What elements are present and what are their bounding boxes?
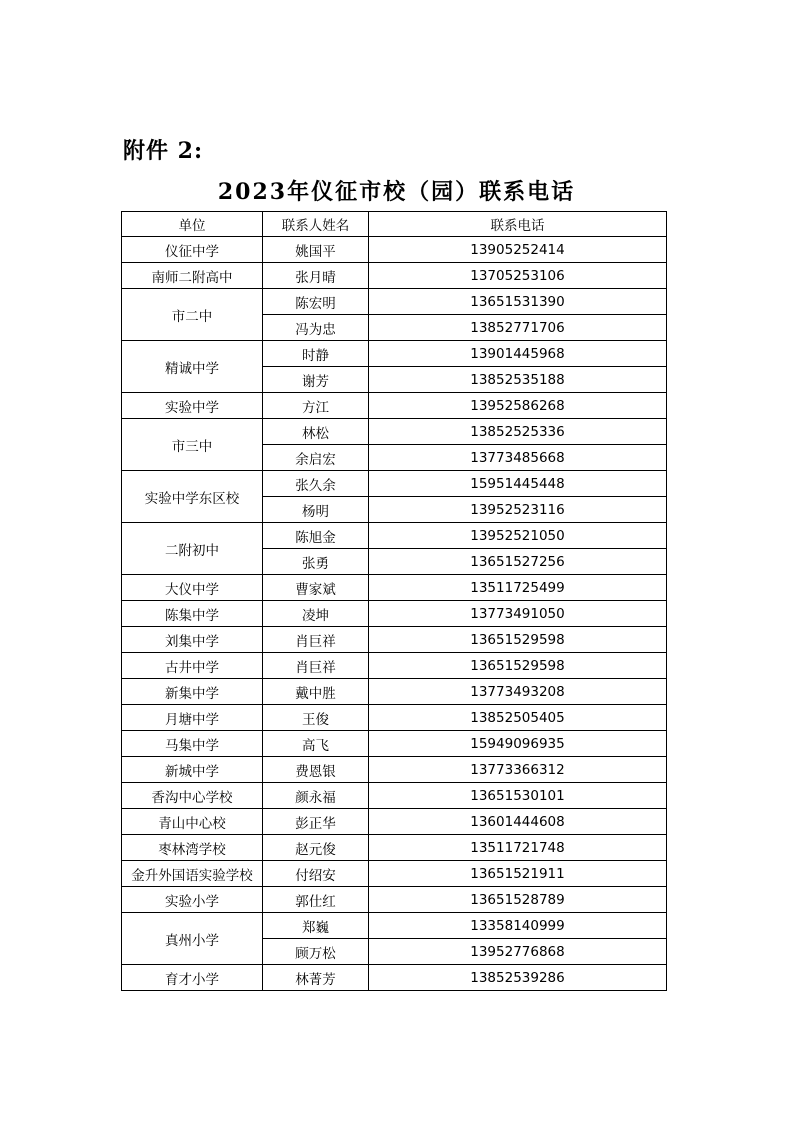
header-phone: 联系电话	[369, 212, 667, 237]
unit-cell: 古井中学	[122, 653, 263, 679]
phone-cell: 13773491050	[369, 601, 667, 627]
phone-cell: 13773366312	[369, 757, 667, 783]
phone-cell: 13901445968	[369, 341, 667, 367]
phone-cell: 13905252414	[369, 237, 667, 263]
unit-cell: 实验中学	[122, 393, 263, 419]
contact-name-cell: 肖巨祥	[263, 627, 369, 653]
contact-name-cell: 林松	[263, 419, 369, 445]
table-row	[122, 653, 667, 679]
contact-name-cell: 郭仕红	[263, 887, 369, 913]
contact-name-cell: 曹家斌	[263, 575, 369, 601]
contact-name-cell: 戴中胜	[263, 679, 369, 705]
unit-cell: 青山中心校	[122, 809, 263, 835]
unit-cell: 南师二附高中	[122, 263, 263, 289]
table-row	[122, 289, 667, 315]
phone-cell: 13705253106	[369, 263, 667, 289]
table-row	[122, 263, 667, 289]
phone-cell: 15951445448	[369, 471, 667, 497]
contact-name-cell: 张月晴	[263, 263, 369, 289]
table-row	[122, 341, 667, 367]
table-row	[122, 679, 667, 705]
table-row	[122, 627, 667, 653]
phone-cell: 13651527256	[369, 549, 667, 575]
contact-name-cell: 陈宏明	[263, 289, 369, 315]
phone-cell: 13852771706	[369, 315, 667, 341]
phone-cell: 13601444608	[369, 809, 667, 835]
contact-table	[121, 211, 667, 991]
table-row	[122, 471, 667, 497]
contact-name-cell: 付绍安	[263, 861, 369, 887]
phone-cell: 13952523116	[369, 497, 667, 523]
phone-cell: 13651529598	[369, 627, 667, 653]
contact-name-cell: 时静	[263, 341, 369, 367]
unit-cell: 育才小学	[122, 965, 263, 991]
contact-name-cell: 张久余	[263, 471, 369, 497]
contact-name-cell: 高飞	[263, 731, 369, 757]
contact-name-cell: 顾万松	[263, 939, 369, 965]
table-body	[122, 237, 667, 991]
contact-name-cell: 费恩银	[263, 757, 369, 783]
phone-cell: 13852539286	[369, 965, 667, 991]
unit-cell: 真州小学	[122, 913, 263, 965]
phone-cell: 13952586268	[369, 393, 667, 419]
table-row	[122, 757, 667, 783]
header-contact-name: 联系人姓名	[263, 212, 369, 237]
table-row	[122, 731, 667, 757]
phone-cell: 13651530101	[369, 783, 667, 809]
phone-cell: 13511721748	[369, 835, 667, 861]
table-row	[122, 835, 667, 861]
phone-cell: 13852535188	[369, 367, 667, 393]
phone-cell: 13651528789	[369, 887, 667, 913]
table-row	[122, 601, 667, 627]
contact-name-cell: 肖巨祥	[263, 653, 369, 679]
table-row	[122, 887, 667, 913]
contact-name-cell: 林菁芳	[263, 965, 369, 991]
unit-cell: 刘集中学	[122, 627, 263, 653]
unit-cell: 市三中	[122, 419, 263, 471]
phone-cell: 13511725499	[369, 575, 667, 601]
unit-cell: 大仪中学	[122, 575, 263, 601]
unit-cell: 实验小学	[122, 887, 263, 913]
contact-name-cell: 杨明	[263, 497, 369, 523]
unit-cell: 金升外国语实验学校	[122, 861, 263, 887]
phone-cell: 13852525336	[369, 419, 667, 445]
contact-name-cell: 余启宏	[263, 445, 369, 471]
unit-cell: 月塘中学	[122, 705, 263, 731]
phone-cell: 13773493208	[369, 679, 667, 705]
table-row	[122, 965, 667, 991]
table-row	[122, 913, 667, 939]
unit-cell: 枣林湾学校	[122, 835, 263, 861]
phone-cell: 13952521050	[369, 523, 667, 549]
contact-name-cell: 颜永福	[263, 783, 369, 809]
unit-cell: 香沟中心学校	[122, 783, 263, 809]
table-row	[122, 419, 667, 445]
table-row	[122, 861, 667, 887]
contact-name-cell: 凌坤	[263, 601, 369, 627]
table-header-row	[122, 212, 667, 237]
phone-cell: 13358140999	[369, 913, 667, 939]
contact-name-cell: 郑巍	[263, 913, 369, 939]
table-row	[122, 393, 667, 419]
phone-cell: 13651529598	[369, 653, 667, 679]
unit-cell: 新城中学	[122, 757, 263, 783]
contact-name-cell: 陈旭金	[263, 523, 369, 549]
unit-cell: 实验中学东区校	[122, 471, 263, 523]
contact-name-cell: 彭正华	[263, 809, 369, 835]
phone-cell: 13952776868	[369, 939, 667, 965]
phone-cell: 13651531390	[369, 289, 667, 315]
unit-cell: 新集中学	[122, 679, 263, 705]
header-unit: 单位	[122, 212, 263, 237]
phone-cell: 13773485668	[369, 445, 667, 471]
table-row	[122, 783, 667, 809]
contact-name-cell: 张勇	[263, 549, 369, 575]
contact-name-cell: 赵元俊	[263, 835, 369, 861]
phone-cell: 15949096935	[369, 731, 667, 757]
contact-name-cell: 方江	[263, 393, 369, 419]
table-row	[122, 705, 667, 731]
unit-cell: 精诚中学	[122, 341, 263, 393]
table-row	[122, 523, 667, 549]
phone-cell: 13852505405	[369, 705, 667, 731]
unit-cell: 马集中学	[122, 731, 263, 757]
page-title: 2023年仪征市校（园）联系电话	[217, 179, 576, 205]
table-row	[122, 809, 667, 835]
unit-cell: 仪征中学	[122, 237, 263, 263]
phone-cell: 13651521911	[369, 861, 667, 887]
contact-name-cell: 冯为忠	[263, 315, 369, 341]
table-row	[122, 237, 667, 263]
unit-cell: 陈集中学	[122, 601, 263, 627]
annex-label: 附件 2:	[123, 138, 204, 164]
contact-name-cell: 谢芳	[263, 367, 369, 393]
contact-name-cell: 姚国平	[263, 237, 369, 263]
table-row	[122, 575, 667, 601]
unit-cell: 市二中	[122, 289, 263, 341]
contact-name-cell: 王俊	[263, 705, 369, 731]
unit-cell: 二附初中	[122, 523, 263, 575]
